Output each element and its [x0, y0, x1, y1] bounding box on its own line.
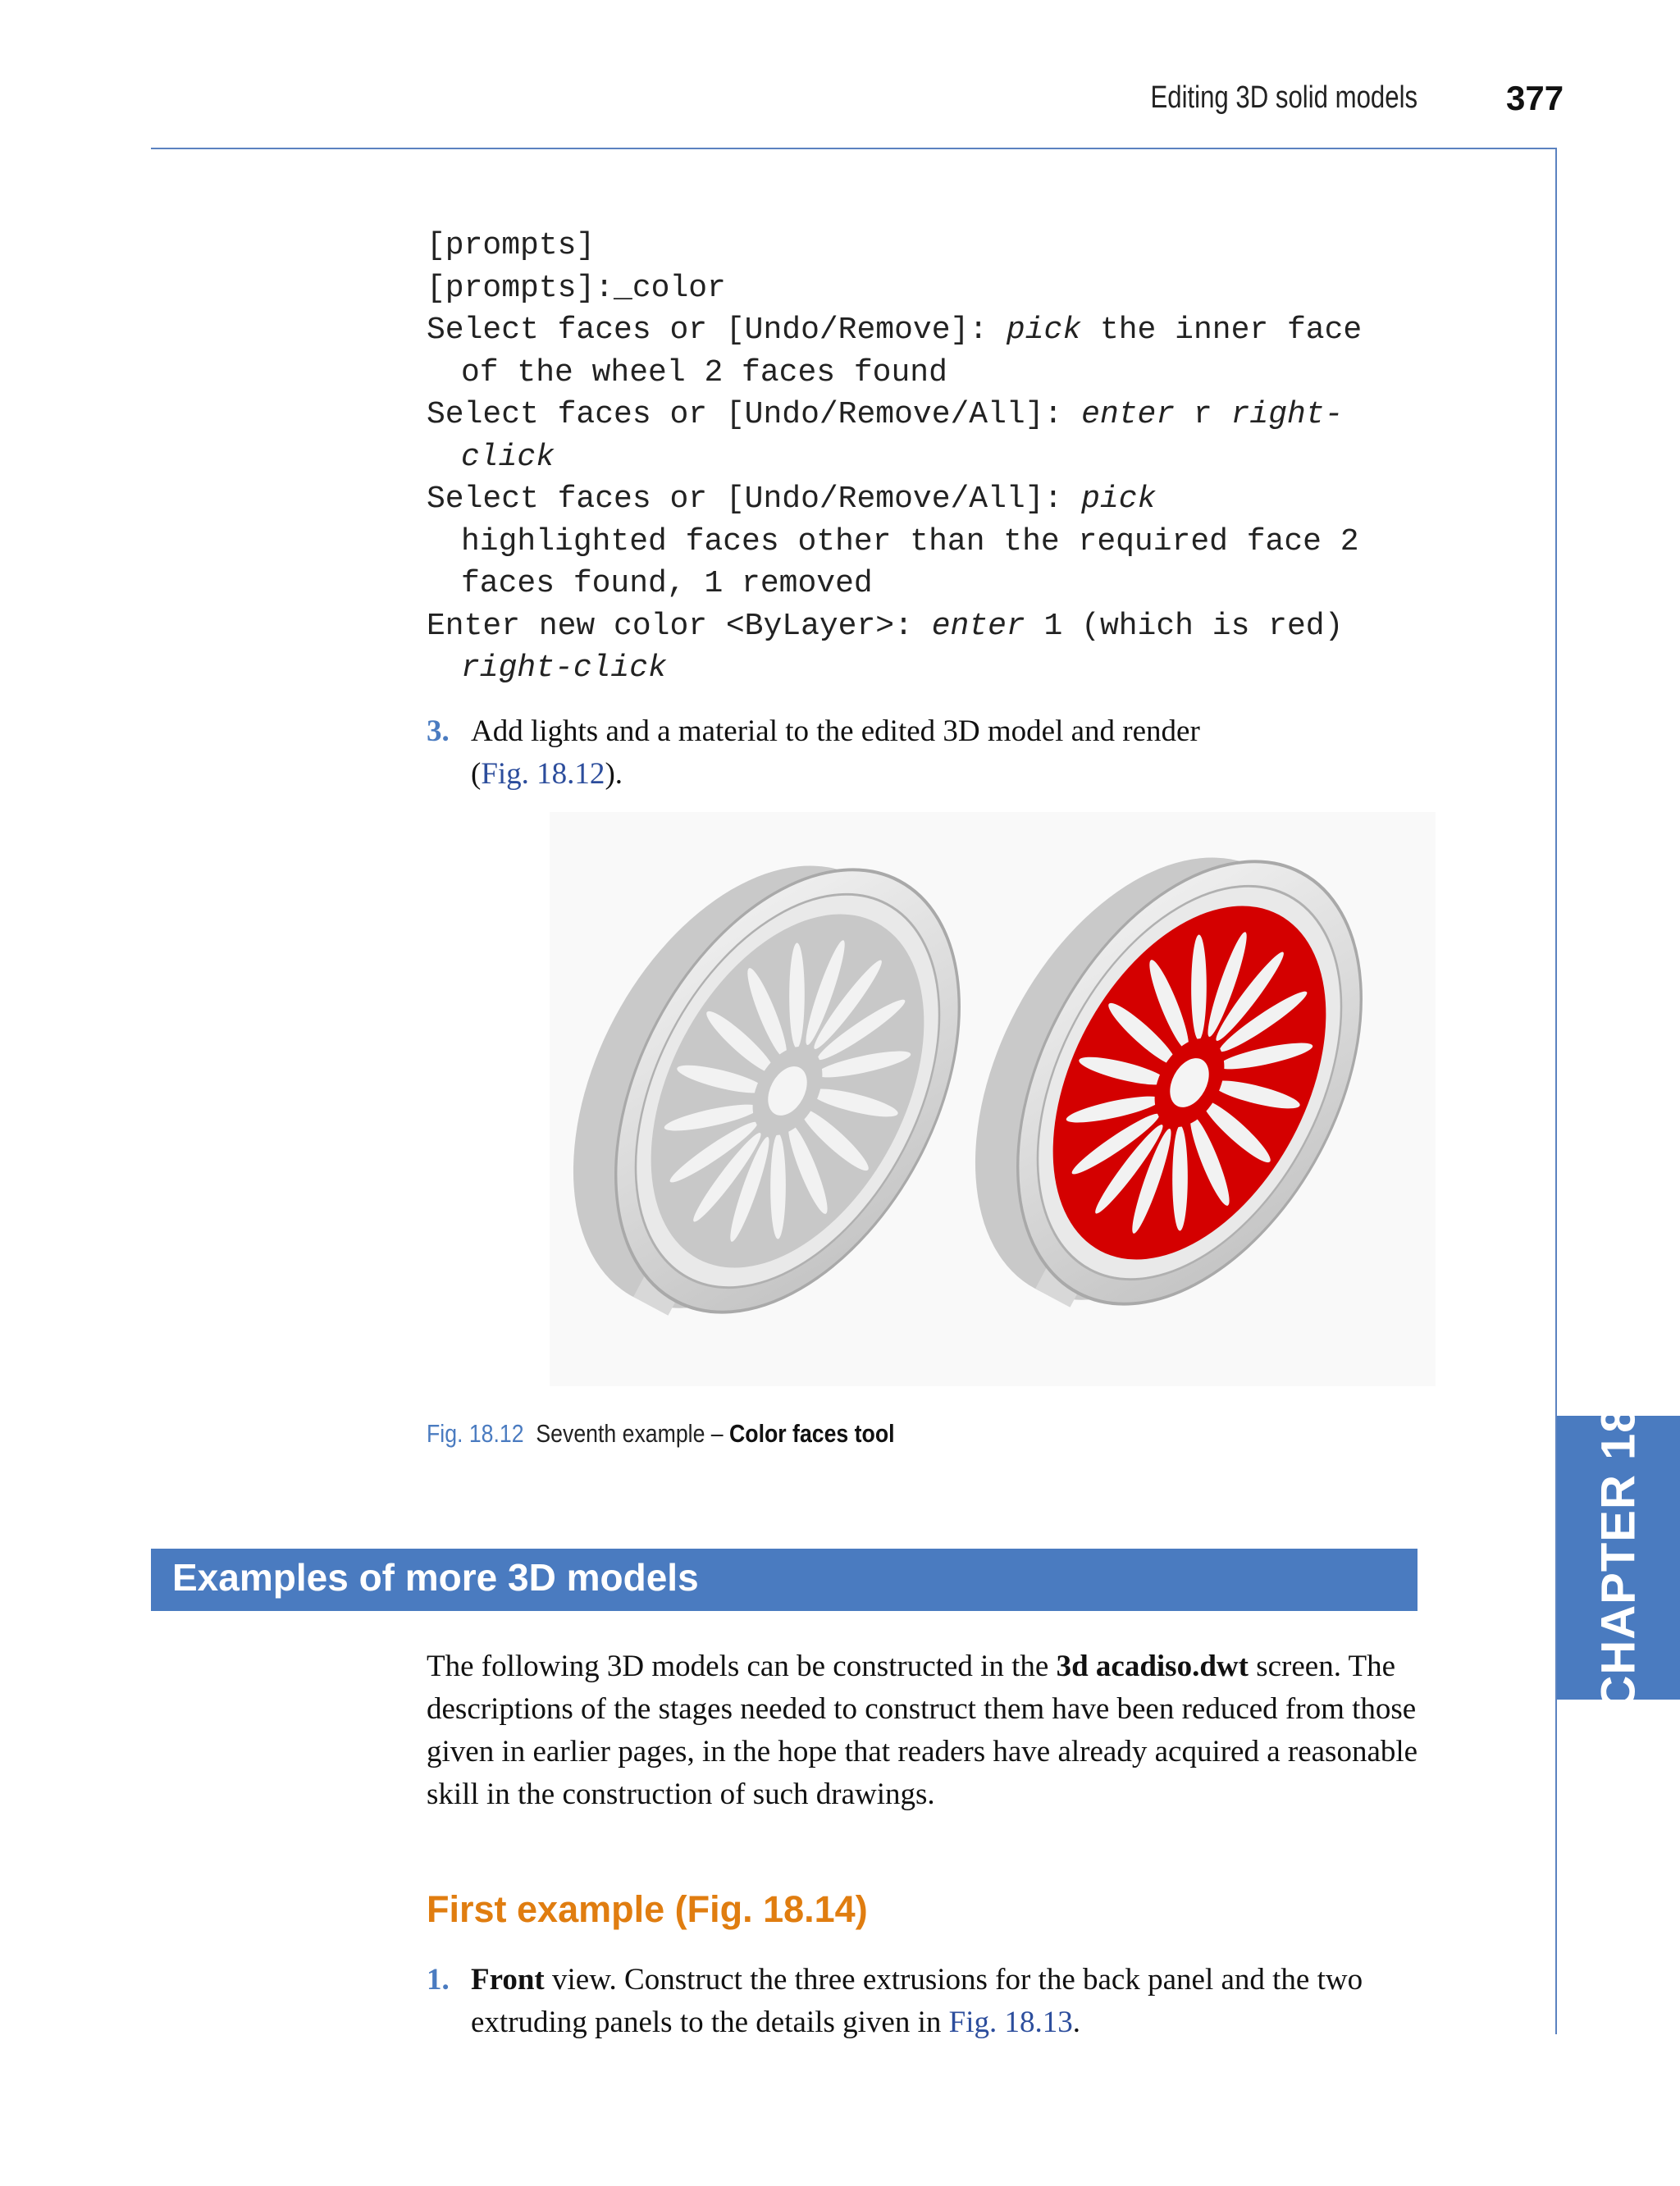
code-line: Select faces or [Undo/Remove/All]: pick: [427, 481, 1157, 517]
figure-caption: Fig. 18.12 Seventh example – Color faces tool: [427, 1419, 895, 1448]
figure-link[interactable]: Fig. 18.12: [481, 757, 605, 791]
code-line: click: [461, 439, 555, 475]
code-line: [prompts]: [427, 228, 596, 263]
body-paragraph: The following 3D models can be constructed in the 3d acadiso.dwt screen. The descriptions of the stages needed to construct them have been reduced from those given in earlier pages, in the hope that readers have already acquired a reasonable skill in the construction of such drawings.: [427, 1650, 1418, 1811]
code-line: Select faces or [Undo/Remove]: pick the inner face: [427, 313, 1363, 348]
wheel-render-figure: [550, 812, 1436, 1386]
code-line: [prompts]:_color: [427, 270, 726, 306]
code-line: faces found, 1 removed: [461, 566, 873, 601]
step-number: 3.: [427, 714, 450, 748]
subsection-heading: First example (Fig. 18.14): [427, 1888, 868, 1930]
code-line: right-click: [461, 650, 667, 686]
figure-link[interactable]: Fig. 18.13: [948, 2006, 1073, 2039]
code-line: of the wheel 2 faces found: [461, 354, 947, 390]
margin-rule: [1555, 148, 1557, 2034]
section-heading-bar: [151, 1549, 1418, 1611]
step-number: 1.: [427, 1963, 450, 1997]
step-1: 1. Front view. Construct the three extrusions for the back panel and the two extruding panels to the details given in Fig. 18.13.: [427, 1959, 1436, 2044]
running-head: Editing 3D solid models: [1150, 80, 1418, 115]
red-face-wheel-render: [905, 812, 1431, 1376]
step-3: 3. Add lights and a material to the edited 3D model and render (Fig. 18.12).: [427, 710, 1436, 796]
header-rule: [151, 148, 1557, 149]
code-line: Select faces or [Undo/Remove/All]: enter r right-: [427, 397, 1344, 432]
plain-wheel-render: [550, 812, 1029, 1385]
caption-label: Fig. 18.12: [427, 1419, 524, 1448]
section-heading: Examples of more 3D models: [172, 1556, 699, 1599]
code-line: Enter new color <ByLayer>: enter 1 (which is red): [427, 608, 1344, 644]
page-number: 377: [1506, 79, 1564, 117]
command-prompt-listing: [427, 225, 1452, 690]
code-line: highlighted faces other than the required face 2: [461, 523, 1359, 559]
chapter-tab: CHAPTER 18: [1557, 1416, 1680, 1700]
